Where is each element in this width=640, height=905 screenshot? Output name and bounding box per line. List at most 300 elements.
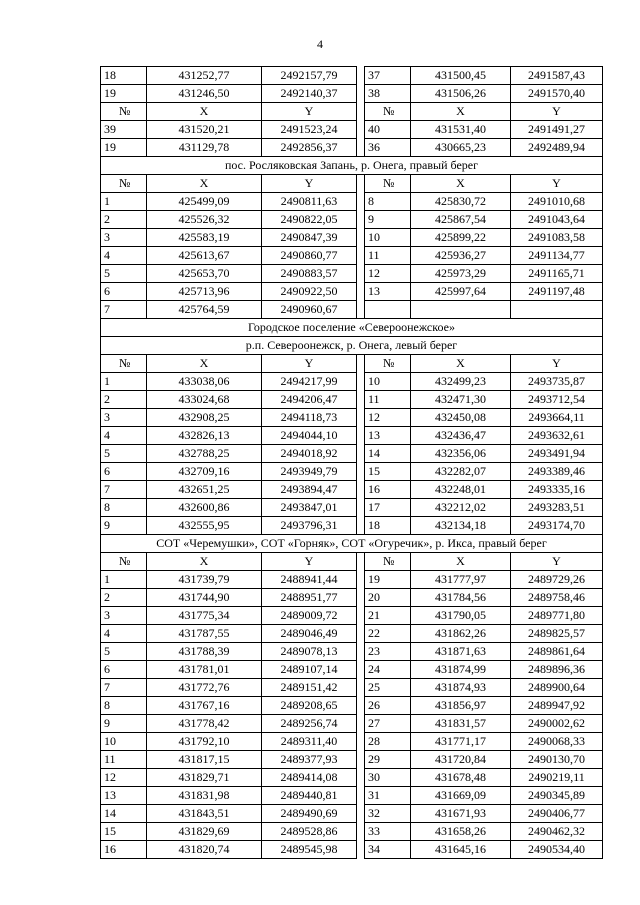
y-coordinate: 2491587,43 <box>511 67 603 85</box>
table-row <box>101 661 603 679</box>
point-number: 11 <box>365 247 411 265</box>
x-coordinate: 425973,29 <box>411 265 511 283</box>
y-coordinate: 2491491,27 <box>511 121 603 139</box>
point-number: 8 <box>101 499 147 517</box>
x-coordinate: 431246,50 <box>147 85 262 103</box>
x-coordinate: 431829,71 <box>147 769 262 787</box>
point-number: 31 <box>365 787 411 805</box>
table-row <box>101 193 603 211</box>
x-coordinate: 431874,99 <box>411 661 511 679</box>
y-coordinate: 2490462,32 <box>511 823 603 841</box>
x-coordinate: 431744,90 <box>147 589 262 607</box>
y-coordinate: 2489825,57 <box>511 625 603 643</box>
y-coordinate: 2489861,64 <box>511 643 603 661</box>
column-gap <box>357 139 365 157</box>
table-row <box>101 229 603 247</box>
column-gap <box>357 265 365 283</box>
y-coordinate: 2490406,77 <box>511 805 603 823</box>
table-row <box>101 697 603 715</box>
x-coordinate: 431720,84 <box>411 751 511 769</box>
table-row <box>101 481 603 499</box>
column-gap <box>357 751 365 769</box>
y-coordinate: 2489947,92 <box>511 697 603 715</box>
column-gap <box>357 283 365 301</box>
point-number: 28 <box>365 733 411 751</box>
point-number: 19 <box>365 571 411 589</box>
table-row <box>101 265 603 283</box>
x-coordinate: 431792,10 <box>147 733 262 751</box>
column-gap <box>357 67 365 85</box>
header-no: № <box>365 355 411 373</box>
y-coordinate: 2494217,99 <box>262 373 357 391</box>
point-number: 8 <box>101 697 147 715</box>
y-coordinate: 2494118,73 <box>262 409 357 427</box>
column-gap <box>357 247 365 265</box>
column-gap <box>357 229 365 247</box>
table-row <box>101 139 603 157</box>
y-coordinate: 2489151,42 <box>262 679 357 697</box>
x-coordinate: 425613,67 <box>147 247 262 265</box>
y-coordinate: 2491010,68 <box>511 193 603 211</box>
column-gap <box>357 553 365 571</box>
table-row <box>101 769 603 787</box>
point-number: 39 <box>101 121 147 139</box>
point-number: 16 <box>365 481 411 499</box>
header-y: Y <box>262 103 357 121</box>
table-row <box>101 121 603 139</box>
column-gap <box>357 409 365 427</box>
y-coordinate: 2490811,63 <box>262 193 357 211</box>
point-number: 10 <box>365 229 411 247</box>
x-coordinate: 431129,78 <box>147 139 262 157</box>
section-title: Городское поселение «Североонежское» <box>101 319 603 337</box>
point-number: 5 <box>101 265 147 283</box>
point-number: 38 <box>365 85 411 103</box>
section-title-row <box>101 535 603 553</box>
point-number: 8 <box>365 193 411 211</box>
y-coordinate: 2490960,67 <box>262 301 357 319</box>
header-x: X <box>411 175 511 193</box>
column-gap <box>357 481 365 499</box>
y-coordinate: 2489440,81 <box>262 787 357 805</box>
point-number: 3 <box>101 229 147 247</box>
point-number: 5 <box>101 445 147 463</box>
x-coordinate: 431790,05 <box>411 607 511 625</box>
column-gap <box>357 517 365 535</box>
section-title-row <box>101 157 603 175</box>
header-x: X <box>411 103 511 121</box>
table-row <box>101 589 603 607</box>
header-x: X <box>147 103 262 121</box>
y-coordinate: 2493491,94 <box>511 445 603 463</box>
point-number: 9 <box>365 211 411 229</box>
header-row <box>101 103 603 121</box>
table-row <box>101 301 603 319</box>
table-row <box>101 733 603 751</box>
table-row <box>101 373 603 391</box>
section-title-row <box>101 337 603 355</box>
x-coordinate: 425997,64 <box>411 283 511 301</box>
point-number: 11 <box>365 391 411 409</box>
header-no: № <box>101 355 147 373</box>
header-no: № <box>365 553 411 571</box>
column-gap <box>357 355 365 373</box>
point-number: 19 <box>101 85 147 103</box>
x-coordinate: 432499,23 <box>411 373 511 391</box>
y-coordinate: 2491570,40 <box>511 85 603 103</box>
header-x: X <box>411 355 511 373</box>
point-number: 10 <box>365 373 411 391</box>
x-coordinate: 432651,25 <box>147 481 262 499</box>
column-gap <box>357 589 365 607</box>
header-row <box>101 355 603 373</box>
header-y: Y <box>262 175 357 193</box>
point-number: 34 <box>365 841 411 859</box>
x-coordinate: 433038,06 <box>147 373 262 391</box>
column-gap <box>357 103 365 121</box>
table-row <box>101 517 603 535</box>
point-number: 6 <box>101 661 147 679</box>
point-number: 1 <box>101 193 147 211</box>
x-coordinate: 431871,63 <box>411 643 511 661</box>
header-x: X <box>411 553 511 571</box>
x-coordinate: 425499,09 <box>147 193 262 211</box>
x-coordinate: 431669,09 <box>411 787 511 805</box>
column-gap <box>357 175 365 193</box>
x-coordinate: 425764,59 <box>147 301 262 319</box>
point-number: 3 <box>101 409 147 427</box>
column-gap <box>357 715 365 733</box>
x-coordinate: 432450,08 <box>411 409 511 427</box>
point-number: 7 <box>101 301 147 319</box>
point-number: 36 <box>365 139 411 157</box>
x-coordinate: 431520,21 <box>147 121 262 139</box>
table-row <box>101 823 603 841</box>
y-coordinate: 2493389,46 <box>511 463 603 481</box>
y-coordinate: 2489208,65 <box>262 697 357 715</box>
column-gap <box>357 445 365 463</box>
table-row <box>101 841 603 859</box>
y-coordinate: 2493735,87 <box>511 373 603 391</box>
y-coordinate: 2492856,37 <box>262 139 357 157</box>
header-no: № <box>365 103 411 121</box>
y-coordinate: 2492489,94 <box>511 139 603 157</box>
y-coordinate: 2490130,70 <box>511 751 603 769</box>
point-number: 19 <box>101 139 147 157</box>
x-coordinate: 432212,02 <box>411 499 511 517</box>
coordinates-table <box>100 66 603 859</box>
x-coordinate: 431767,16 <box>147 697 262 715</box>
point-number: 13 <box>101 787 147 805</box>
y-coordinate: 2488941,44 <box>262 571 357 589</box>
x-coordinate: 431820,74 <box>147 841 262 859</box>
point-number: 4 <box>101 625 147 643</box>
point-number: 40 <box>365 121 411 139</box>
y-coordinate: 2491197,48 <box>511 283 603 301</box>
table-row <box>101 247 603 265</box>
column-gap <box>357 733 365 751</box>
y-coordinate: 2493949,79 <box>262 463 357 481</box>
x-coordinate: 431645,16 <box>411 841 511 859</box>
table-row <box>101 607 603 625</box>
column-gap <box>357 571 365 589</box>
y-coordinate: 2489414,08 <box>262 769 357 787</box>
x-coordinate: 431678,48 <box>411 769 511 787</box>
point-number: 22 <box>365 625 411 643</box>
column-gap <box>357 211 365 229</box>
column-gap <box>357 625 365 643</box>
y-coordinate: 2491523,24 <box>262 121 357 139</box>
point-number: 9 <box>101 715 147 733</box>
point-number: 12 <box>101 769 147 787</box>
x-coordinate: 431856,97 <box>411 697 511 715</box>
column-gap <box>357 679 365 697</box>
column-gap <box>357 697 365 715</box>
point-number <box>365 301 411 319</box>
column-gap <box>357 85 365 103</box>
y-coordinate: 2489078,13 <box>262 643 357 661</box>
header-no: № <box>101 553 147 571</box>
y-coordinate: 2493664,11 <box>511 409 603 427</box>
y-coordinate: 2494044,10 <box>262 427 357 445</box>
point-number: 30 <box>365 769 411 787</box>
x-coordinate: 432555,95 <box>147 517 262 535</box>
header-row <box>101 553 603 571</box>
x-coordinate: 425867,54 <box>411 211 511 229</box>
table-row <box>101 751 603 769</box>
point-number: 32 <box>365 805 411 823</box>
header-no: № <box>101 175 147 193</box>
x-coordinate: 432356,06 <box>411 445 511 463</box>
point-number: 1 <box>101 373 147 391</box>
y-coordinate: 2489729,26 <box>511 571 603 589</box>
y-coordinate: 2491083,58 <box>511 229 603 247</box>
section-title: пос. Росляковская Запань, р. Онега, правый берег <box>101 157 603 175</box>
header-no: № <box>365 175 411 193</box>
x-coordinate: 433024,68 <box>147 391 262 409</box>
x-coordinate: 432436,47 <box>411 427 511 445</box>
header-x: X <box>147 553 262 571</box>
x-coordinate: 431778,42 <box>147 715 262 733</box>
header-y: Y <box>511 175 603 193</box>
x-coordinate: 431831,57 <box>411 715 511 733</box>
point-number: 2 <box>101 589 147 607</box>
x-coordinate: 431658,26 <box>411 823 511 841</box>
table-row <box>101 715 603 733</box>
point-number: 27 <box>365 715 411 733</box>
y-coordinate <box>511 301 603 319</box>
point-number: 14 <box>365 445 411 463</box>
table-row <box>101 625 603 643</box>
x-coordinate: 425713,96 <box>147 283 262 301</box>
point-number: 1 <box>101 571 147 589</box>
point-number: 12 <box>365 409 411 427</box>
y-coordinate: 2490922,50 <box>262 283 357 301</box>
point-number: 6 <box>101 463 147 481</box>
table-row <box>101 787 603 805</box>
point-number: 16 <box>101 841 147 859</box>
point-number: 15 <box>101 823 147 841</box>
y-coordinate: 2493174,70 <box>511 517 603 535</box>
y-coordinate: 2489256,74 <box>262 715 357 733</box>
column-gap <box>357 373 365 391</box>
column-gap <box>357 121 365 139</box>
y-coordinate: 2490219,11 <box>511 769 603 787</box>
section-title: СОТ «Черемушки», СОТ «Горняк», СОТ «Огуречик», р. Икса, правый берег <box>101 535 603 553</box>
x-coordinate: 432600,86 <box>147 499 262 517</box>
point-number: 23 <box>365 643 411 661</box>
column-gap <box>357 391 365 409</box>
page-number: 4 <box>317 37 323 51</box>
point-number: 13 <box>365 427 411 445</box>
y-coordinate: 2489528,86 <box>262 823 357 841</box>
point-number: 26 <box>365 697 411 715</box>
x-coordinate: 425936,27 <box>411 247 511 265</box>
column-gap <box>357 499 365 517</box>
point-number: 7 <box>101 679 147 697</box>
y-coordinate: 2492157,79 <box>262 67 357 85</box>
column-gap <box>357 841 365 859</box>
table-row <box>101 571 603 589</box>
point-number: 7 <box>101 481 147 499</box>
y-coordinate: 2493796,31 <box>262 517 357 535</box>
y-coordinate: 2489311,40 <box>262 733 357 751</box>
x-coordinate: 431772,76 <box>147 679 262 697</box>
x-coordinate: 431843,51 <box>147 805 262 823</box>
y-coordinate: 2489009,72 <box>262 607 357 625</box>
y-coordinate: 2493712,54 <box>511 391 603 409</box>
x-coordinate: 431500,45 <box>411 67 511 85</box>
x-coordinate: 425583,19 <box>147 229 262 247</box>
point-number: 18 <box>365 517 411 535</box>
y-coordinate: 2488951,77 <box>262 589 357 607</box>
header-x: X <box>147 175 262 193</box>
y-coordinate: 2493335,16 <box>511 481 603 499</box>
point-number: 33 <box>365 823 411 841</box>
point-number: 37 <box>365 67 411 85</box>
column-gap <box>357 805 365 823</box>
x-coordinate: 425899,22 <box>411 229 511 247</box>
y-coordinate: 2490068,33 <box>511 733 603 751</box>
x-coordinate: 432826,13 <box>147 427 262 445</box>
y-coordinate: 2493847,01 <box>262 499 357 517</box>
x-coordinate: 431781,01 <box>147 661 262 679</box>
y-coordinate: 2491165,71 <box>511 265 603 283</box>
header-y: Y <box>262 553 357 571</box>
y-coordinate: 2489896,36 <box>511 661 603 679</box>
x-coordinate: 431252,77 <box>147 67 262 85</box>
point-number: 29 <box>365 751 411 769</box>
header-y: Y <box>511 355 603 373</box>
column-gap <box>357 643 365 661</box>
x-coordinate: 430665,23 <box>411 139 511 157</box>
x-coordinate: 431775,34 <box>147 607 262 625</box>
y-coordinate: 2492140,37 <box>262 85 357 103</box>
x-coordinate: 431506,26 <box>411 85 511 103</box>
point-number: 18 <box>101 67 147 85</box>
y-coordinate: 2490822,05 <box>262 211 357 229</box>
table-row <box>101 499 603 517</box>
table-row <box>101 211 603 229</box>
header-y: Y <box>511 103 603 121</box>
y-coordinate: 2489107,14 <box>262 661 357 679</box>
column-gap <box>357 661 365 679</box>
table-row <box>101 643 603 661</box>
column-gap <box>357 427 365 445</box>
x-coordinate: 425830,72 <box>411 193 511 211</box>
x-coordinate: 432908,25 <box>147 409 262 427</box>
x-coordinate: 431829,69 <box>147 823 262 841</box>
point-number: 2 <box>101 391 147 409</box>
x-coordinate: 431771,17 <box>411 733 511 751</box>
header-row <box>101 175 603 193</box>
header-y: Y <box>511 553 603 571</box>
y-coordinate: 2494018,92 <box>262 445 357 463</box>
x-coordinate: 431788,39 <box>147 643 262 661</box>
x-coordinate: 431777,97 <box>411 571 511 589</box>
y-coordinate: 2489758,46 <box>511 589 603 607</box>
x-coordinate: 425653,70 <box>147 265 262 283</box>
point-number: 25 <box>365 679 411 697</box>
table-row <box>101 445 603 463</box>
point-number: 24 <box>365 661 411 679</box>
column-gap <box>357 769 365 787</box>
y-coordinate: 2493894,47 <box>262 481 357 499</box>
y-coordinate: 2490002,62 <box>511 715 603 733</box>
x-coordinate: 431787,55 <box>147 625 262 643</box>
table-row <box>101 805 603 823</box>
header-x: X <box>147 355 262 373</box>
point-number: 15 <box>365 463 411 481</box>
y-coordinate: 2491043,64 <box>511 211 603 229</box>
y-coordinate: 2494206,47 <box>262 391 357 409</box>
table-row <box>101 283 603 301</box>
table-row <box>101 67 603 85</box>
x-coordinate: 431739,79 <box>147 571 262 589</box>
point-number: 20 <box>365 589 411 607</box>
y-coordinate: 2490860,77 <box>262 247 357 265</box>
x-coordinate: 431671,93 <box>411 805 511 823</box>
y-coordinate: 2489900,64 <box>511 679 603 697</box>
point-number: 11 <box>101 751 147 769</box>
x-coordinate: 431862,26 <box>411 625 511 643</box>
x-coordinate: 432709,16 <box>147 463 262 481</box>
table-row <box>101 391 603 409</box>
table-row <box>101 679 603 697</box>
x-coordinate: 432471,30 <box>411 391 511 409</box>
y-coordinate: 2490847,39 <box>262 229 357 247</box>
y-coordinate: 2490345,89 <box>511 787 603 805</box>
x-coordinate <box>411 301 511 319</box>
table-row <box>101 409 603 427</box>
header-y: Y <box>262 355 357 373</box>
y-coordinate: 2493632,61 <box>511 427 603 445</box>
x-coordinate: 432134,18 <box>411 517 511 535</box>
point-number: 21 <box>365 607 411 625</box>
section-title-row <box>101 319 603 337</box>
table-row <box>101 427 603 445</box>
point-number: 17 <box>365 499 411 517</box>
y-coordinate: 2490534,40 <box>511 841 603 859</box>
x-coordinate: 432788,25 <box>147 445 262 463</box>
point-number: 13 <box>365 283 411 301</box>
y-coordinate: 2489490,69 <box>262 805 357 823</box>
x-coordinate: 431831,98 <box>147 787 262 805</box>
column-gap <box>357 787 365 805</box>
x-coordinate: 431817,15 <box>147 751 262 769</box>
point-number: 14 <box>101 805 147 823</box>
x-coordinate: 432248,01 <box>411 481 511 499</box>
